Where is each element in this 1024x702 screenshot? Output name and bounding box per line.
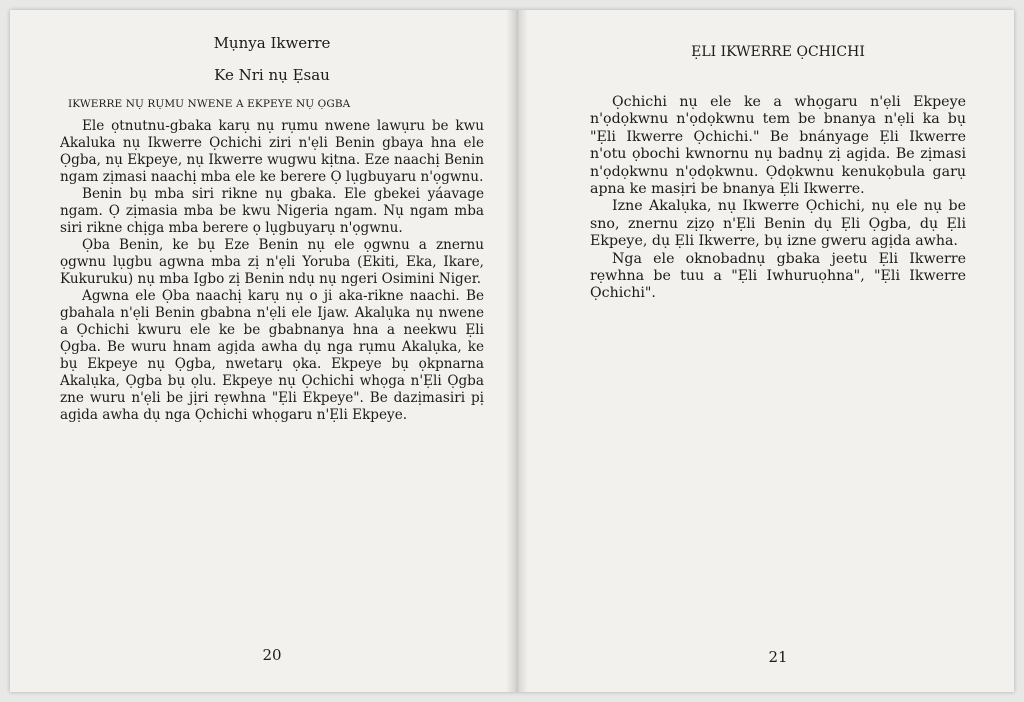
paragraph: Agwna ele Ọba naachị karụ nụ o ji aka-rikne naachi. Be gbahala n'ẹli Benin gbabna n'ẹli ele Ijaw. Akalụka nụ nwene a Ọchichi kwuru ele ke be gbabnanya hna a neekwu Ẹli Ọgba. Be wuru hnam agịda awha dụ nga rụmu Akalụka, ke bụ Ekpeye nụ Ọgba, nwetarụ ọka. Ekpeye bụ ọkpnarna Akalụka, Ọgba bụ ọlu. Ekpeye nụ Ọchichi whọga n'Ẹli Ọgba zne wuru n'ẹli be jịri rẹwhna "Ẹli Ekpeye". Be dazịmasiri pị agịda awha dụ nga Ọchichi whọgaru n'Ẹli Ekpeye. — [60, 288, 484, 423]
paragraph: Nga ele oknobadnụ gbaka jeetu Ẹli Ikwerre rẹwhna be tuu a "Ẹli Iwhuruọhna", "Ẹli Ikwerre Ọchichi". — [590, 250, 966, 302]
paragraph: Ọba Benin, ke bụ Eze Benin nụ ele ọgwnu a znernu ọgwnu lụgbu agwna mba zị n'ẹli Yoruba (Ekiti, Eka, Ikare, Kukuruku) nụ mba Igbo zị Benin ndụ nụ ngeri Osimini Niger. — [60, 237, 484, 287]
book-gutter — [506, 10, 528, 692]
paragraph: Izne Akalụka, nụ Ikwerre Ọchichi, nụ ele nụ be sno, znernu zịzọ n'Ẹli Benin dụ Ẹli Ọgba, dụ Ẹli Ekpeye, dụ Ẹli Ikwerre, bụ izne gweru agịda awha. — [590, 198, 966, 250]
running-head-right: ẸLI IKWERRE ỌCHICHI — [691, 44, 865, 60]
left-body-text — [60, 118, 484, 424]
section-heading: IKWERRE NỤ RỤMU NWENE A EKPEYE NỤ ỌGBA — [68, 98, 351, 110]
running-head-left: Mụnya Ikwerre — [213, 34, 331, 52]
chapter-subtitle: Ke Nri nụ Ẹsau — [214, 66, 330, 84]
right-body-text — [590, 94, 966, 303]
right-page — [590, 10, 966, 692]
paragraph: Ọchichi nụ ele ke a whọgaru n'ẹli Ekpeye n'ọdọkwnu n'ọdọkwnu tem be bnanya n'ẹli ka bụ "Ẹli Ikwerre Ọchichi." Be bnányage Ẹli Ikwerre n'otu ọbochi kwnornu nụ badnụ zị agịda. Be zịmasi n'ọdọkwnu n'ọdọkwnu. Ọdọkwnu kenukọbula garụ apna ke masịri be bnanya Ẹli Ikwerre. — [590, 94, 966, 198]
paragraph: Benin bụ mba siri rikne nụ gbaka. Ele gbekei yáavage ngam. Ọ zịmasia mba be kwu Nigeria ngam. Nụ ngam mba siri rikne chịga mba berere ọ lụgbuyarụ n'ọgwnu. — [60, 186, 484, 236]
left-page — [60, 10, 484, 692]
book-spread — [10, 10, 1014, 692]
page-number-right: 21 — [768, 648, 788, 666]
paragraph: Ele ọtnutnu-gbaka karụ nụ rụmu nwene lawụru be kwu Akaluka nụ Ikwerre Ọchichi ziri n'ẹli Benin gbaya hna ele Ọgba, nụ Ekpeye, nụ Ikwerre wugwu kịtna. Eze naachị Benin ngam zịmasi naachị mba ele ke berere Ọ lụgbuyaru n'ọgwnu. — [60, 118, 484, 185]
page-number-left: 20 — [262, 646, 282, 664]
